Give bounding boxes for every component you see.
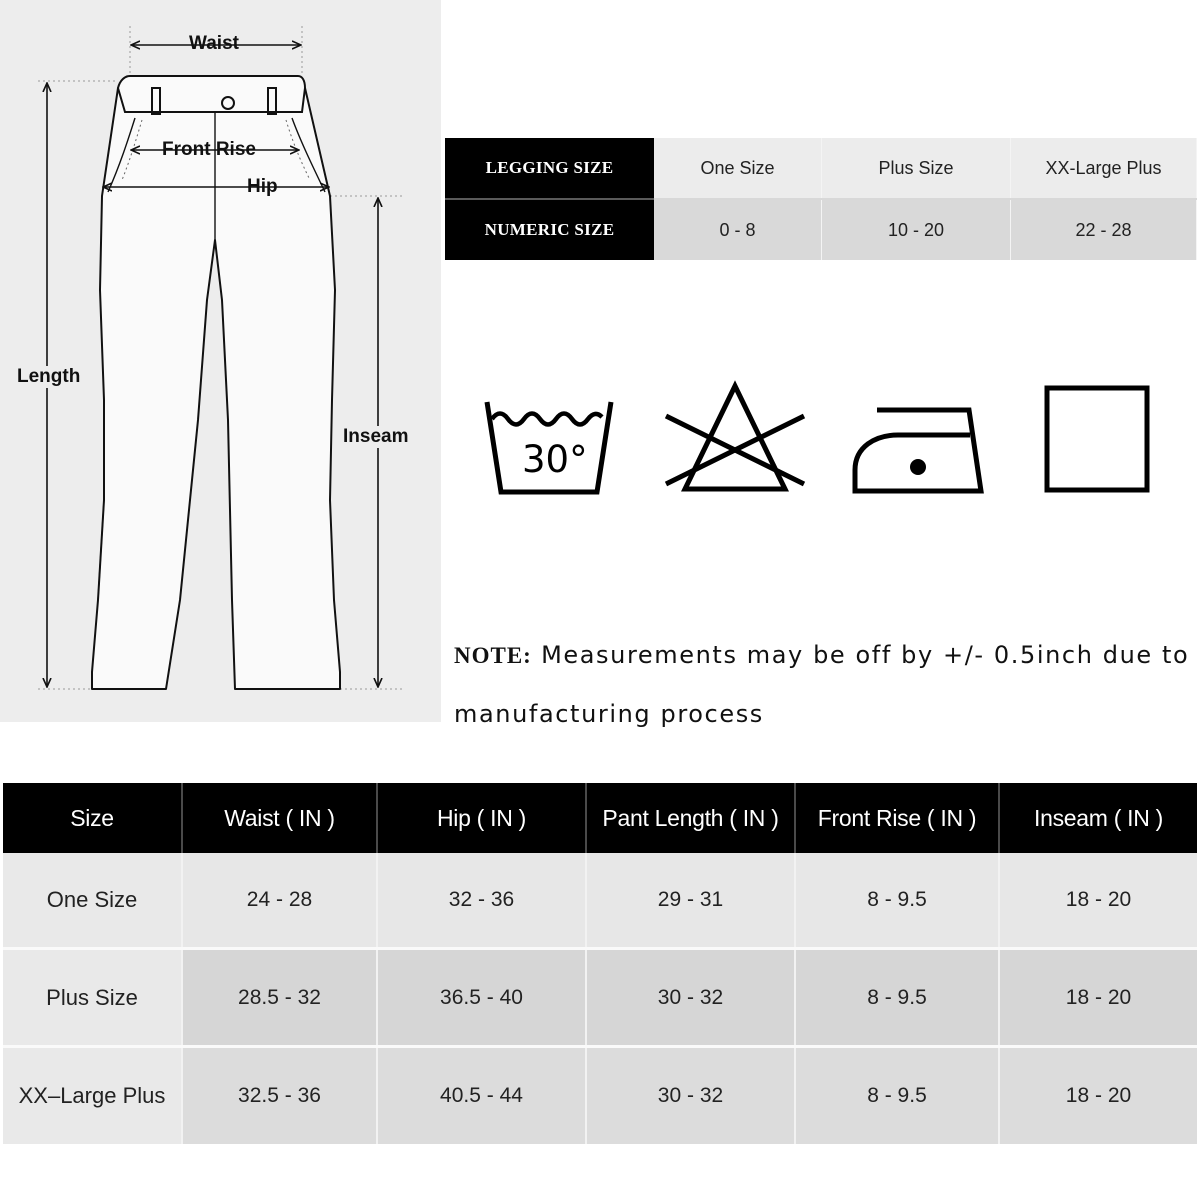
table-cell: 32 - 36 bbox=[377, 853, 586, 949]
table-cell: 10 - 20 bbox=[822, 199, 1011, 260]
table-cell: XX-Large Plus bbox=[1011, 138, 1197, 199]
inseam-label: Inseam bbox=[343, 426, 409, 447]
table-row bbox=[3, 949, 1197, 1047]
row-size-label: One Size bbox=[3, 853, 182, 949]
table-cell: 18 - 20 bbox=[999, 853, 1197, 949]
table-cell: 8 - 9.5 bbox=[795, 853, 999, 949]
table-cell: 22 - 28 bbox=[1011, 199, 1197, 260]
table-cell: 8 - 9.5 bbox=[795, 1047, 999, 1145]
row-size-label: XX–Large Plus bbox=[3, 1047, 182, 1145]
row-size-label: Plus Size bbox=[3, 949, 182, 1047]
hip-label: Hip bbox=[247, 176, 278, 197]
length-label: Length bbox=[17, 366, 81, 387]
table-cell: 30 - 32 bbox=[586, 1047, 795, 1145]
table-cell: 18 - 20 bbox=[999, 949, 1197, 1047]
pants-diagram bbox=[0, 0, 441, 722]
measurement-note bbox=[454, 626, 1194, 744]
wash-30-icon bbox=[484, 398, 614, 498]
table-cell: One Size bbox=[654, 138, 822, 199]
table-cell: 24 - 28 bbox=[182, 853, 377, 949]
legging-size-row bbox=[445, 138, 1197, 199]
table-row bbox=[3, 1047, 1197, 1145]
front-rise-label: Front Rise bbox=[162, 139, 256, 160]
table-cell: 40.5 - 44 bbox=[377, 1047, 586, 1145]
column-header-waist: Waist ( IN ) bbox=[182, 783, 377, 853]
table-cell: 32.5 - 36 bbox=[182, 1047, 377, 1145]
size-conversion-table bbox=[445, 138, 1197, 260]
numeric-size-row bbox=[445, 199, 1197, 260]
legging-size-header: LEGGING SIZE bbox=[445, 138, 654, 199]
table-row bbox=[3, 853, 1197, 949]
waist-label: Waist bbox=[189, 33, 239, 54]
iron-low-icon bbox=[850, 405, 986, 495]
wash-temperature-text: 30° bbox=[522, 438, 588, 481]
table-cell: 0 - 8 bbox=[654, 199, 822, 260]
table-header-row bbox=[3, 783, 1197, 853]
table-cell: Plus Size bbox=[822, 138, 1011, 199]
column-header-front-rise: Front Rise ( IN ) bbox=[795, 783, 999, 853]
do-not-bleach-icon bbox=[662, 380, 808, 494]
note-label: NOTE: bbox=[454, 643, 532, 668]
tumble-dry-square-icon bbox=[1043, 384, 1151, 494]
column-header-inseam: Inseam ( IN ) bbox=[999, 783, 1197, 853]
pants-outline-drawing bbox=[0, 0, 441, 722]
table-cell: 29 - 31 bbox=[586, 853, 795, 949]
table-cell: 36.5 - 40 bbox=[377, 949, 586, 1047]
column-header-pant-length: Pant Length ( IN ) bbox=[586, 783, 795, 853]
table-cell: 28.5 - 32 bbox=[182, 949, 377, 1047]
note-text: Measurements may be off by +/- 0.5inch due to manufacturing process bbox=[454, 641, 1190, 728]
table-cell: 18 - 20 bbox=[999, 1047, 1197, 1145]
numeric-size-header: NUMERIC SIZE bbox=[445, 199, 654, 260]
measurement-table bbox=[3, 783, 1197, 1144]
table-cell: 8 - 9.5 bbox=[795, 949, 999, 1047]
column-header-hip: Hip ( IN ) bbox=[377, 783, 586, 853]
column-header-size: Size bbox=[3, 783, 182, 853]
table-cell: 30 - 32 bbox=[586, 949, 795, 1047]
